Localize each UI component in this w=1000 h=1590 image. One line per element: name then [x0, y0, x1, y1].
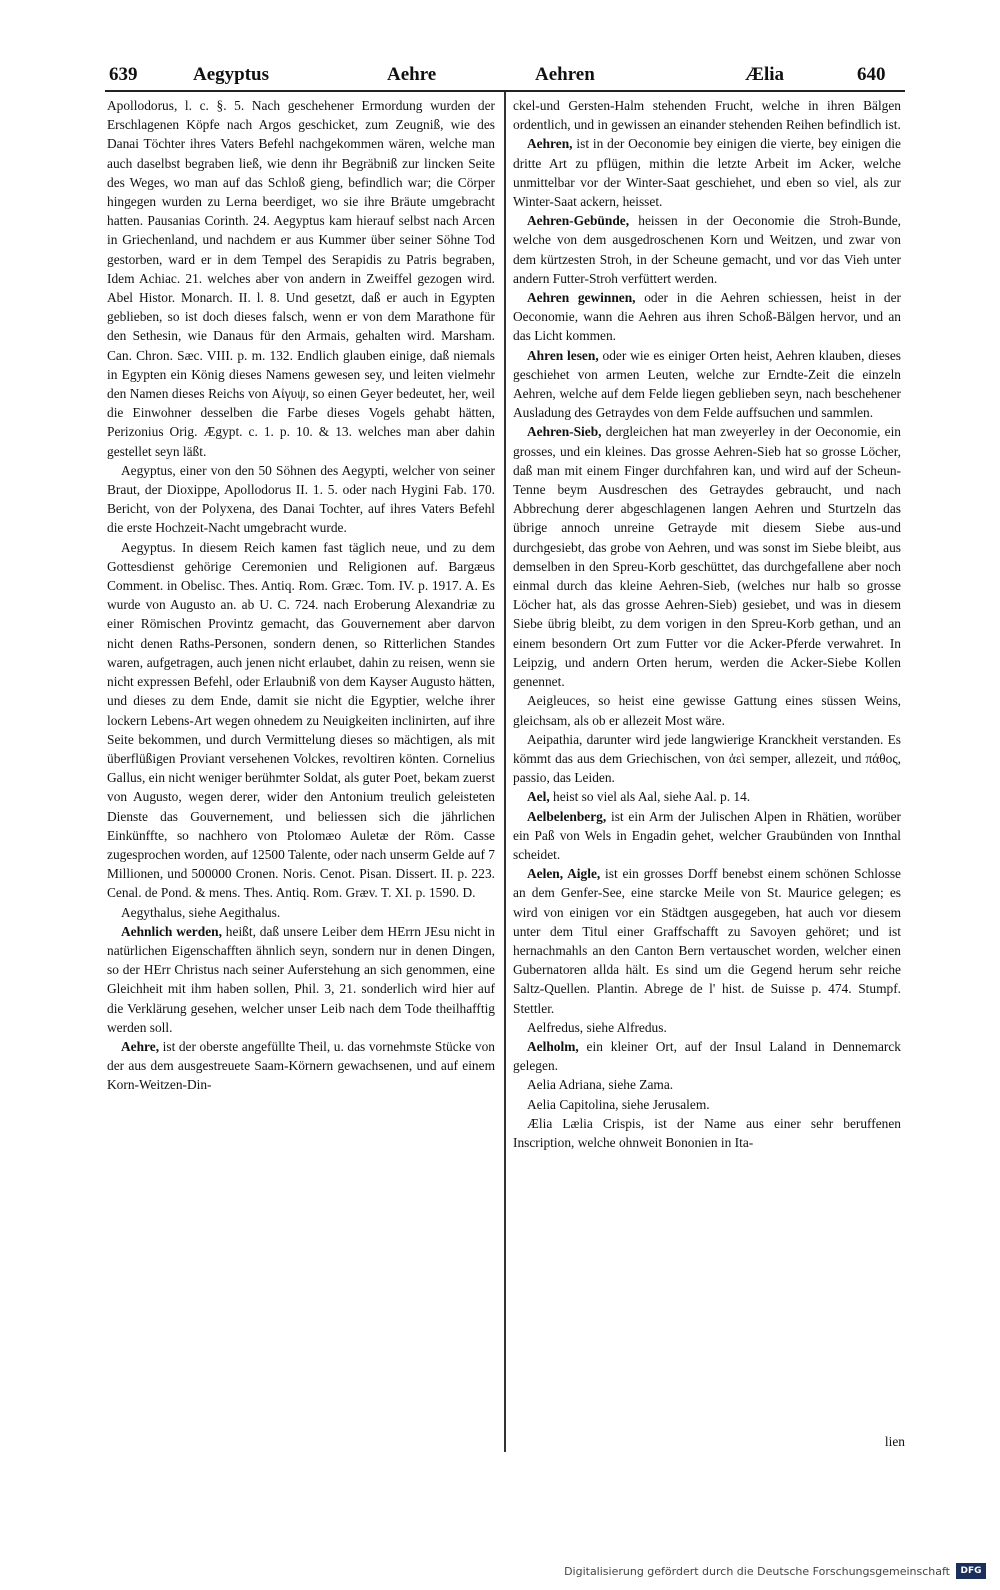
- dictionary-entry: [107, 96, 495, 461]
- left-catchword-first: Aegyptus: [193, 64, 270, 85]
- entry-text: Aegyptus. In diesem Reich kamen fast täglich neue, und zu dem Gottesdienst gehörige Ceremonien und Religionen auf. Bargæus Comment. in Obelisc. Thes. Antiq. Rom. Græc. Tom. IV. p. 1917. A. Es wurde von Augusto an. ab U. C. 724. nach Eroberung Alexandriæ zu einer Römischen Provintz gemacht, das Gouvernement aber darvon nicht denen Raths-Personen, sondern denen, so Ritterlichen Standes waren, aufgetragen, auch jenen nicht erlaubet, dahin zu reisen, wenn sie nicht expressen Befehl, oder Erlaubniß von dem Kayser Augusto hätten, und dieses zu dem Ende, damit sie nicht die Egyptier, welche ihrer lockern Lebens-Art wegen ohnedem zu Neuigkeiten inclinirten, auf ihre Seite bekommen, und durch Vermittelung dieses so mächtigen, als mit überflüßigen Proviant versehenen Volckes, revoltiren könten. Cornelius Gallus, ein nicht weniger berühmter Soldat, als guter Poet, bekam zuerst von Augusto, wegen derer, wider den Antonium treulich geleisteten Dienste das Gouvernement, und beliessen sich die jährlichen Einkünffte, so nachhero von Ptolomæo Auletæ der Röm. Casse zugesprochen worden, auf 12500 Talente, oder nach unserm Gelde auf 7 Millionen, und 500000 Cronen. Noris. Cenot. Pisan. Dissert. II. p. 223. Cenal. de Pond. & mens. Thes. Antiq. Rom. Græv. T. XI. p. 1590. D.: [107, 539, 495, 901]
- entry-text: ckel-und Gersten-Halm stehenden Frucht, welche in ihren Bälgen ordentlich, und in gewissen an einander stehenden Reihen befindlich ist.: [513, 98, 901, 133]
- right-page-number: 640: [857, 64, 886, 85]
- entry-text: oder wie es einiger Orten heist, Aehren klauben, dieses geschiehet von armen Leuten, welche zur Erndte-Zeit die einzeln Aehren, welche auf dem Felde liegen geblieben seyn, nach beschehener Ausladung des Getraydes von dem Felde auffsuchen und sammlen.: [513, 347, 902, 421]
- entry-text: heist so viel als Aal, siehe Aal. p. 14.: [549, 789, 751, 805]
- dictionary-entry: [513, 787, 901, 806]
- dictionary-entry: [513, 864, 901, 1018]
- dictionary-page: [105, 62, 905, 1452]
- dictionary-entry: [107, 1037, 495, 1095]
- entry-headword: Aehre,: [121, 1038, 160, 1054]
- dictionary-entry: [107, 538, 495, 903]
- dictionary-entry: [513, 422, 901, 691]
- entry-text: Aeipathia, darunter wird jede langwierige Kranckheit verstanden. Es kömmt das aus dem Griechischen, von ἀεὶ semper, allezeit, und πάθος, passio, das Leiden.: [513, 731, 901, 786]
- dictionary-entry: [107, 903, 495, 922]
- entry-text: Aelfredus, siehe Alfredus.: [527, 1019, 667, 1035]
- entry-headword: Aehren-Sieb,: [527, 424, 602, 440]
- entry-headword: Aelholm,: [527, 1038, 579, 1054]
- entry-text: Aegythalus, siehe Aegithalus.: [121, 904, 281, 920]
- entry-headword: Aehnlich werden,: [121, 923, 222, 939]
- entry-text: ist der oberste angefüllte Theil, u. das vornehmste Stücke von der aus dem ausgestreuete Saam-Körnern gewachsenen, und auf einem Korn-Weitzen-Din-: [107, 1038, 495, 1093]
- entry-text: Aegyptus, einer von den 50 Söhnen des Aegypti, welcher von seiner Braut, der Dioxippe, Apollodorus II. 1. 5. oder nach Hygini Fab. 170. Bericht, von der Polyxena, des Danai Tochter, auf ihres Vaters Befehl die erste Hochzeit-Nacht umgebracht wurde.: [107, 462, 495, 536]
- entry-headword: Aehren,: [527, 136, 573, 152]
- dictionary-entry: [513, 691, 901, 729]
- dictionary-entry: [513, 1037, 901, 1075]
- dictionary-entry: [513, 211, 901, 288]
- entry-text: heissen in der Oeconomie die Stroh-Bunde, welche von dem ausgedroschenen Korn und Weitzen, und zwar von dem kürtzesten Stroh, in der Scheune gemacht, und vor das Vieh unter andern Futter-Stroh verfüttert werden.: [513, 213, 901, 286]
- entry-headword: Ahren lesen,: [527, 347, 599, 363]
- dictionary-entry: [107, 922, 495, 1037]
- entry-headword: Aelbelenberg,: [527, 808, 607, 824]
- left-catchword-last: Aehre: [387, 64, 437, 85]
- custos-catchword: lien: [884, 1434, 905, 1449]
- column-divider: [504, 92, 506, 1452]
- entry-text: ein kleiner Ort, auf der Insul Laland in Dennemarck gelegen.: [513, 1038, 901, 1074]
- right-catchword-first: Aehren: [535, 64, 595, 85]
- left-page-number: 639: [109, 64, 138, 85]
- dictionary-entry: [513, 96, 901, 134]
- entry-text: Aelia Capitolina, siehe Jerusalem.: [527, 1096, 710, 1112]
- entry-text: Apollodorus, l. c. §. 5. Nach geschehener Ermordung wurden der Erschlagenen Köpfe nach Argos geschicket, zum Zeugniß, wie des Danai Töchter ihres Vaters Befehl nachgekommen wären, welche man auch daselbst begraben ließ, wie denn ihr Begräbniß zur lincken Seite des Weges, wo man auf das Schloß gieng, befindlich war; die Cörper hingegen wurden zu Lerna beerdiget, wo sie ihre Bräute umgebracht hatten. Pausanias Corinth. 24. Aegyptus kam hierauf selbst nach Arcen in Griechenland, und nachdem er aus Kummer über seiner Söhne Tod gestorben, ward er in dem Tempel des Serapidis zu Patris begraben, Idem Achiac. 21. welches aber von andern in Zweiffel gezogen wird. Abel Histor. Monarch. II. l. 8. Und gesetzt, daß er auch in Egypten geblieben, so ist doch dieses falsch, wenn er von dem Marathone für den Sethesin, wie Danaus für den Armais, gehalten wird. Marsham. Can. Chron. Sæc. VIII. p. m. 132. Endlich glauben einige, daß niemals in Egypten ein König dieses Namens gewesen sey, und leiten vielmehr den Namen dieses Reichs von Αἰγυψ, so einen Geyer bedeutet, her, weil die Einwohner desselben die Farbe dieses Vogels gehabt hätten, Perizonius Orig. Ægypt. c. 1. p. 10. & 13. welches man aber dahin gestellet seyn läßt.: [107, 98, 495, 459]
- entry-text: heißt, daß unsere Leiber dem HErrn JEsu nicht in natürlichen Eigenschafften ähnlich seyn, sondern nur in denen Dingen, so der HErr Christus nach seiner Auferstehung an sich genommen, eine Gleichheit mit ihm haben sollen, Phil. 3, 21. sonderlich wird hier auf die Verklärung gesehen, welcher unser Leib nach dem Tode theilhafftig werden soll.: [107, 923, 496, 1035]
- entry-headword: Aehren-Gebünde,: [527, 213, 630, 229]
- dictionary-entry: [513, 1114, 901, 1152]
- dictionary-entry: [513, 1018, 901, 1037]
- dictionary-entry: [513, 346, 901, 423]
- entry-text: dergleichen hat man zweyerley in der Oeconomie, ein grosses, und ein kleines. Das grosse Aehren-Sieb hat so grosse Löcher, daß man mit einem Finger durchfahren kan, und wird auf der Scheun-Tenne beym Ausdreschen des Getraydes gebraucht, und nach Abbrechung derer abgeschlagenen langen Aehren und Sturtzeln das übrige annoch unreine Getrayde mit diesem Siebe aus-und durchgesiebt, das grobe von Aehren, und was sonst im Siebe bleibt, aus demselben in den Spreu-Korb geschüttet, das durchgefallene aber noch einmal durch das kleine Aehren-Sieb, (welches nur halb so grosse Löcher hat, als das grosse Aehren-Sieb) gesiebet, und was in diesem Siebe übrig bleibt, zu dem vorigen in den Spreu-Korb gethan, und an einem besondern Ort zum Futter vor die Acker-Pferde verwahret. In Leipzig, und andern Orten herum, werden die Acker-Siebe Kollen genennet.: [513, 424, 901, 690]
- dictionary-entry: [513, 730, 901, 788]
- entry-headword: Aelen, Aigle,: [527, 866, 601, 882]
- entry-text: Ælia Lælia Crispis, ist der Name aus einer sehr beruffenen Inscription, welche ohnweit Bononien in Ita-: [513, 1115, 901, 1150]
- left-column: [107, 96, 495, 1095]
- entry-text: ist ein grosses Dorff benebst einem schönen Schlosse an dem Genfer-See, eine starcke Meile von St. Maurice gelegen; es wird von einigen vor ein Städtgen ausgegeben, hat auch vor diesem unter dem Titul einer Graffschafft zu Savoyen gehöret; und ist hernachmahls an den Canton Bern vertauschet worden, welcher einen Gubernatoren allda hält. Es sind um die Gegend herum sehr reiche Saltz-Quellen. Plantin. Abrege de l' hist. de Suisse p. 474. Stumpf. Stettler.: [513, 866, 902, 1016]
- dictionary-entry: [513, 1075, 901, 1094]
- footer: [0, 1562, 1000, 1582]
- running-header: [105, 62, 905, 90]
- dictionary-entry: [513, 134, 901, 211]
- right-column: [513, 96, 901, 1152]
- entry-text: oder in die Aehren schiessen, heist in der Oeconomie, wann die Aehren aus ihren Schoß-Bälgen hervor, und an das Licht kommen.: [513, 290, 901, 344]
- right-catchword-last: Ælia: [745, 64, 785, 85]
- entry-headword: Ael,: [527, 789, 550, 805]
- entry-text: ist in der Oeconomie bey einigen die vierte, bey einigen die dritte Art zu pflügen, mithin die letzte Arbeit im Acker, welche unmittelbar vor der Winter-Saat geschiehet, und eben so viel, als zur Winter-Saat ackern, heisset.: [513, 136, 901, 210]
- entry-headword: Aehren gewinnen,: [527, 290, 636, 306]
- dfg-logo: DFG: [956, 1563, 986, 1579]
- dictionary-entry: [513, 288, 901, 346]
- funding-note: Digitalisierung gefördert durch die Deutsche Forschungsgemeinschaft: [564, 1565, 950, 1578]
- dictionary-entry: [107, 461, 495, 538]
- dictionary-entry: [513, 807, 901, 865]
- entry-text: ist ein Arm der Julischen Alpen in Rhätien, worüber ein Paß von Wels in Engadin gehet, welcher Graubünden von Innthal scheidet.: [513, 808, 901, 862]
- entry-text: Aelia Adriana, siehe Zama.: [527, 1077, 674, 1093]
- dictionary-entry: [513, 1095, 901, 1114]
- entry-text: Aeigleuces, so heist eine gewisse Gattung eines süssen Weins, gleichsam, als ob er allezeit Most wäre.: [513, 693, 901, 728]
